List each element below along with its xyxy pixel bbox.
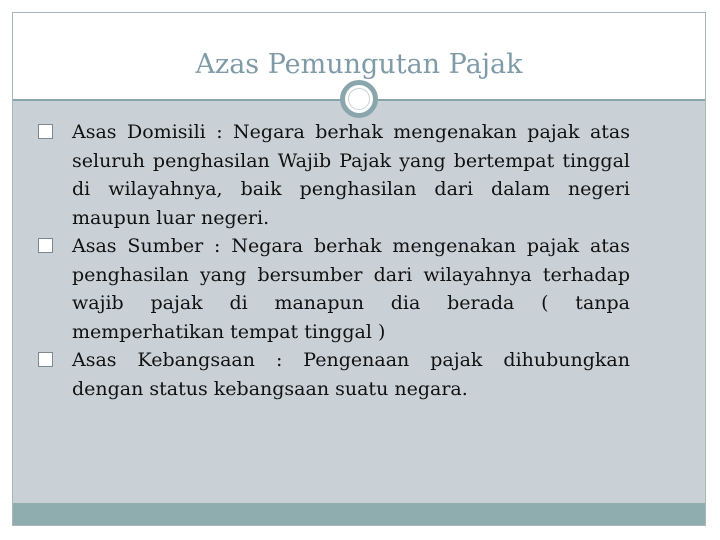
bottom-band: [13, 503, 705, 525]
bullet-item-domisili: [38, 118, 630, 232]
square-bullet-icon: [38, 124, 53, 139]
bullet-text: Asas Kebangsaan : Pengenaan pajak dihubungkan dengan status kebangsaan suatu negara.: [72, 349, 630, 400]
bullet-text: Asas Domisili : Negara berhak mengenakan pajak atas seluruh penghasilan Wajib Pajak yang bertempat tinggal di wilayahnya, baik penghasilan dari dalam negeri maupun luar negeri.: [72, 121, 630, 229]
circle-ornament-icon: [340, 80, 378, 118]
bullet-item-sumber: [38, 232, 630, 346]
square-bullet-icon: [38, 238, 53, 253]
bullet-list: [38, 118, 630, 403]
bullet-text: Asas Sumber : Negara berhak mengenakan pajak atas penghasilan yang bersumber dari wilayahnya terhadap wajib pajak di manapun dia berada ( tanpa memperhatikan tempat tinggal ): [72, 235, 630, 343]
bullet-item-kebangsaan: [38, 346, 630, 403]
slide-title: Azas Pemungutan Pajak: [195, 49, 523, 80]
square-bullet-icon: [38, 352, 53, 367]
